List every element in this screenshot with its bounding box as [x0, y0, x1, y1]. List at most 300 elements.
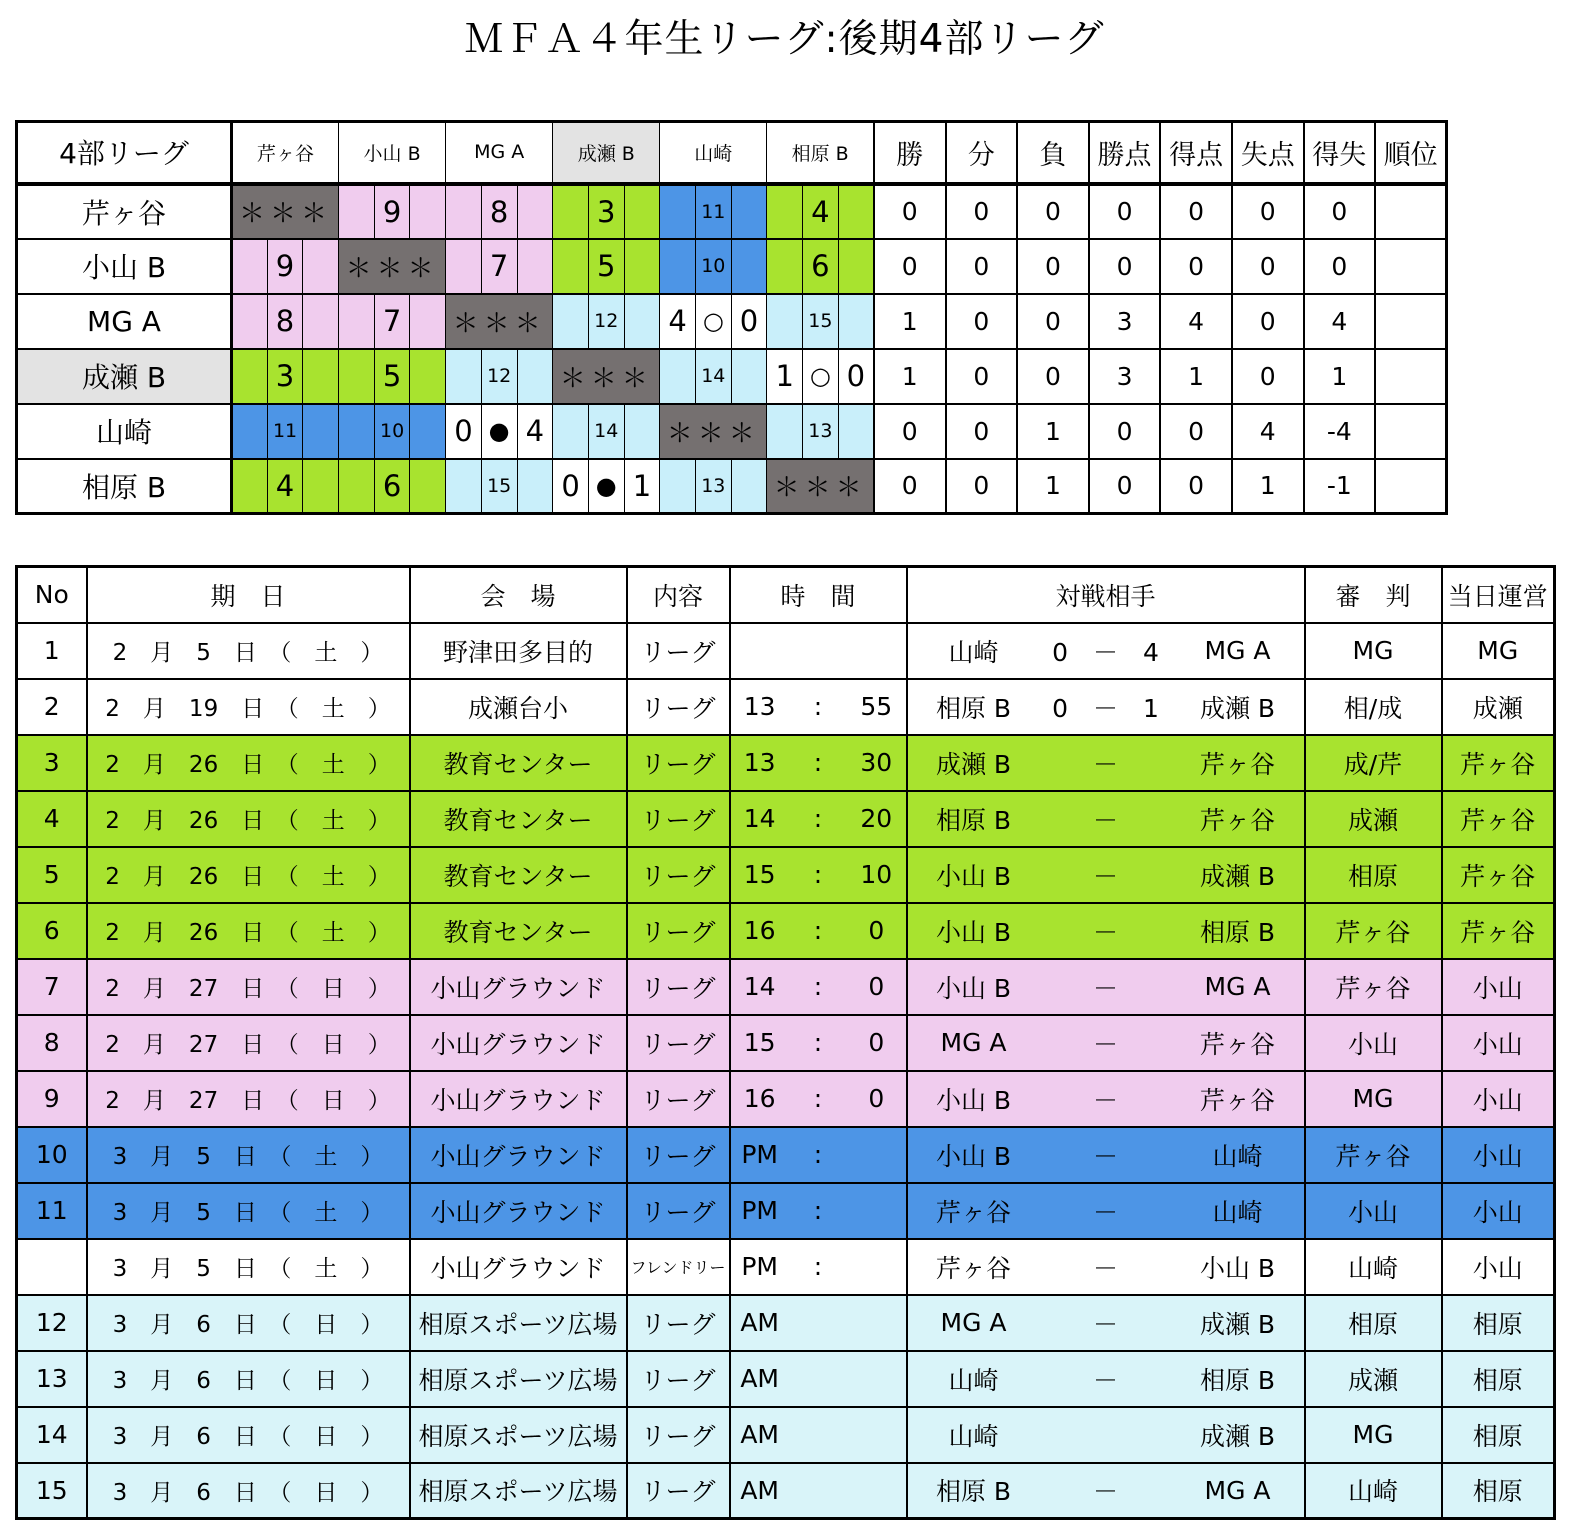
match-number: 6: [803, 239, 839, 294]
match-opponents: [907, 1183, 1305, 1239]
time-hour: AM: [740, 1420, 779, 1449]
match-number: 6: [374, 459, 410, 514]
time-minute: 20: [860, 804, 893, 833]
schedule-row: [17, 1015, 1555, 1071]
stat-draws: 0: [946, 404, 1018, 459]
match-type: リーグ: [627, 679, 730, 735]
col-header-mg-a: MG A: [446, 122, 553, 184]
match-day-ops: 芹ヶ谷: [1442, 847, 1555, 903]
match-time: [730, 1407, 907, 1463]
match-type: リーグ: [627, 1071, 730, 1127]
home-team: 小山 B: [935, 1085, 1012, 1115]
schedule-row: [17, 1407, 1555, 1463]
match-referee: 芹ヶ谷: [1305, 959, 1442, 1015]
match-referee: MG: [1305, 1407, 1442, 1463]
match-time: [730, 1463, 907, 1519]
home-team: 山崎: [948, 637, 999, 667]
match-time: [730, 735, 907, 791]
match-subcell: [660, 459, 696, 514]
match-referee: 山崎: [1305, 1463, 1442, 1519]
time-hour: 14: [743, 972, 776, 1001]
match-subcell: [232, 239, 268, 294]
stat-goals-for: 0: [1160, 459, 1232, 514]
time-minute: 0: [868, 916, 885, 945]
match-subcell: [731, 349, 767, 404]
stat-points: 0: [1089, 459, 1161, 514]
match-no: 5: [17, 847, 87, 903]
match-time: [730, 959, 907, 1015]
match-subcell: [731, 459, 767, 514]
match-subcell: [517, 459, 553, 514]
match-no: 15: [17, 1463, 87, 1519]
score-or-dash: 0 － 1: [1052, 693, 1159, 723]
match-type: フレンドリー: [627, 1239, 730, 1295]
match-date: 2 月 5 日 （ 土 ）: [87, 623, 410, 679]
match-referee: 成瀬: [1305, 791, 1442, 847]
match-time: [730, 847, 907, 903]
home-team: 芹ヶ谷: [935, 1253, 1011, 1283]
time-colon: :: [813, 804, 823, 833]
team-label: MG A: [17, 294, 232, 349]
match-subcell: [517, 349, 553, 404]
home-team: 小山 B: [935, 1141, 1012, 1171]
time-colon: :: [813, 748, 823, 777]
match-number: 7: [481, 239, 517, 294]
self-cell: ＊＊＊: [660, 404, 767, 459]
stat-losses: 0: [1017, 239, 1089, 294]
time-colon: :: [813, 1084, 823, 1113]
stat-goals-against: 0: [1232, 239, 1304, 294]
match-venue: 野津田多目的: [410, 623, 627, 679]
match-opponents: [907, 1015, 1305, 1071]
stat-goal-diff: -4: [1304, 404, 1376, 459]
team-label: 相原 B: [17, 459, 232, 514]
match-type: リーグ: [627, 1295, 730, 1351]
match-subcell: [232, 349, 268, 404]
team-label: 成瀬 B: [17, 349, 232, 404]
stat-goal-diff: 4: [1304, 294, 1376, 349]
league-standings-table: [15, 120, 1448, 515]
team-label: 小山 B: [17, 239, 232, 294]
score-or-dash: 0 － 4: [1052, 637, 1159, 667]
stat-rank: [1375, 184, 1447, 239]
col-header-oyama-b: 小山 B: [339, 122, 446, 184]
match-no: 2: [17, 679, 87, 735]
match-number: 15: [481, 459, 517, 514]
match-referee: 成瀬: [1305, 1351, 1442, 1407]
match-day-ops: 芹ヶ谷: [1442, 903, 1555, 959]
home-team: 相原 B: [935, 1477, 1012, 1507]
match-day-ops: 相原: [1442, 1295, 1555, 1351]
stat-header-draws: 分: [946, 122, 1018, 184]
match-subcell: [660, 184, 696, 239]
match-type: リーグ: [627, 1463, 730, 1519]
match-number: 4: [267, 459, 303, 514]
match-subcell: [446, 239, 482, 294]
match-day-ops: 相原: [1442, 1463, 1555, 1519]
score-or-dash: －: [1092, 1365, 1118, 1395]
match-subcell: [410, 349, 446, 404]
score-away: 4: [517, 404, 553, 459]
stat-points: 3: [1089, 294, 1161, 349]
match-opponents: [907, 623, 1305, 679]
stat-goal-diff: 0: [1304, 184, 1376, 239]
time-colon: :: [813, 972, 823, 1001]
match-date: 2 月 26 日 （ 土 ）: [87, 735, 410, 791]
loss-circle-icon: ●: [481, 404, 517, 459]
match-subcell: [624, 294, 660, 349]
time-colon: :: [813, 1252, 823, 1281]
home-team: 相原 B: [935, 693, 1012, 723]
stat-header-goal-diff: 得失: [1304, 122, 1376, 184]
match-referee: MG: [1305, 623, 1442, 679]
score-or-dash: －: [1092, 861, 1118, 891]
time-minute: 0: [868, 1028, 885, 1057]
match-venue: 教育センター: [410, 903, 627, 959]
away-team: 芹ヶ谷: [1199, 749, 1275, 779]
match-no: 12: [17, 1295, 87, 1351]
match-number: 14: [588, 404, 624, 459]
time-minute: 10: [860, 860, 893, 889]
match-no: 7: [17, 959, 87, 1015]
match-subcell: [339, 294, 375, 349]
match-number: 8: [267, 294, 303, 349]
away-team: 成瀬 B: [1199, 1421, 1276, 1451]
match-number: 4: [803, 184, 839, 239]
self-cell: ＊＊＊: [339, 239, 446, 294]
header-type: 内容: [627, 567, 730, 623]
match-venue: 教育センター: [410, 791, 627, 847]
stat-draws: 0: [946, 294, 1018, 349]
match-day-ops: 相原: [1442, 1407, 1555, 1463]
self-cell: ＊＊＊: [553, 349, 660, 404]
stat-losses: 1: [1017, 459, 1089, 514]
match-type: リーグ: [627, 735, 730, 791]
match-number: 3: [588, 184, 624, 239]
col-header-naruse-b: 成瀬 B: [553, 122, 660, 184]
match-day-ops: 成瀬: [1442, 679, 1555, 735]
score-or-dash: －: [1092, 1309, 1118, 1339]
league-row: [17, 239, 1447, 294]
match-number: 12: [481, 349, 517, 404]
match-time: [730, 791, 907, 847]
home-team: 小山 B: [935, 917, 1012, 947]
header-time: 時 間: [730, 567, 907, 623]
time-colon: :: [813, 1196, 823, 1225]
time-hour: PM: [741, 1140, 778, 1169]
stat-points: 0: [1089, 239, 1161, 294]
match-referee: 成/芹: [1305, 735, 1442, 791]
time-colon: :: [813, 916, 823, 945]
team-label: 山崎: [17, 404, 232, 459]
stat-wins: 0: [874, 239, 946, 294]
match-time: [730, 903, 907, 959]
stat-rank: [1375, 239, 1447, 294]
away-team: MG A: [1204, 636, 1271, 665]
match-subcell: [339, 404, 375, 459]
match-type: リーグ: [627, 791, 730, 847]
schedule-row: [17, 1071, 1555, 1127]
stat-draws: 0: [946, 239, 1018, 294]
stat-goals-against: 0: [1232, 184, 1304, 239]
match-date: 3 月 5 日 （ 土 ）: [87, 1127, 410, 1183]
stat-rank: [1375, 294, 1447, 349]
stat-goal-diff: -1: [1304, 459, 1376, 514]
score-or-dash: －: [1092, 973, 1118, 1003]
match-date: 2 月 26 日 （ 土 ）: [87, 903, 410, 959]
stat-header-losses: 負: [1017, 122, 1089, 184]
self-cell: ＊＊＊: [232, 184, 339, 239]
match-subcell: [232, 294, 268, 349]
match-type: リーグ: [627, 847, 730, 903]
match-number: 10: [695, 239, 731, 294]
match-subcell: [339, 459, 375, 514]
match-day-ops: 相原: [1442, 1351, 1555, 1407]
score-home: 0: [446, 404, 482, 459]
match-number: 12: [588, 294, 624, 349]
time-colon: :: [813, 860, 823, 889]
home-team: 相原 B: [935, 805, 1012, 835]
home-team: 成瀬 B: [935, 749, 1012, 779]
match-subcell: [624, 404, 660, 459]
match-subcell: [838, 294, 874, 349]
match-subcell: [767, 184, 803, 239]
match-referee: 相原: [1305, 847, 1442, 903]
match-venue: 相原スポーツ広場: [410, 1351, 627, 1407]
col-header-yamazaki: 山崎: [660, 122, 767, 184]
match-number: 10: [374, 404, 410, 459]
stat-wins: 0: [874, 459, 946, 514]
away-team: MG A: [1204, 1475, 1271, 1505]
header-date: 期 日: [87, 567, 410, 623]
away-team: 成瀬 B: [1199, 693, 1276, 723]
col-header-serigaya: 芹ヶ谷: [232, 122, 339, 184]
match-referee: 芹ヶ谷: [1305, 903, 1442, 959]
time-hour: 16: [743, 916, 776, 945]
match-subcell: [339, 349, 375, 404]
match-subcell: [553, 294, 589, 349]
match-day-ops: 小山: [1442, 1183, 1555, 1239]
stat-wins: 1: [874, 294, 946, 349]
match-opponents: [907, 903, 1305, 959]
league-header-row: [17, 122, 1447, 184]
match-subcell: [410, 404, 446, 459]
away-team: 芹ヶ谷: [1199, 1029, 1275, 1059]
match-referee: MG: [1305, 1071, 1442, 1127]
match-venue: 小山グラウンド: [410, 1183, 627, 1239]
score-home: 0: [553, 459, 589, 514]
page-title: ＭＦＡ４年生リーグ:後期4部リーグ: [464, 17, 1105, 62]
score-or-dash: －: [1092, 917, 1118, 947]
match-number: 11: [267, 404, 303, 459]
match-subcell: [232, 459, 268, 514]
home-team: MG A: [940, 1308, 1007, 1337]
match-date: 2 月 19 日 （ 土 ）: [87, 679, 410, 735]
match-type: リーグ: [627, 1127, 730, 1183]
match-venue: 小山グラウンド: [410, 959, 627, 1015]
stat-header-wins: 勝: [874, 122, 946, 184]
away-team: MG A: [1204, 972, 1271, 1001]
stat-wins: 0: [874, 404, 946, 459]
schedule-row: [17, 735, 1555, 791]
match-opponents: [907, 1407, 1305, 1463]
match-date: 2 月 27 日 （ 日 ）: [87, 1015, 410, 1071]
match-subcell: [303, 239, 339, 294]
match-opponents: [907, 1463, 1305, 1519]
stat-goals-against: 0: [1232, 349, 1304, 404]
match-time: [730, 1295, 907, 1351]
score-or-dash: －: [1092, 1253, 1118, 1283]
match-no: 1: [17, 623, 87, 679]
schedule-row: [17, 623, 1555, 679]
match-venue: 教育センター: [410, 847, 627, 903]
stat-goals-against: 0: [1232, 294, 1304, 349]
time-minute: 0: [868, 1084, 885, 1113]
match-venue: 成瀬台小: [410, 679, 627, 735]
stat-wins: 1: [874, 349, 946, 404]
stat-goals-for: 0: [1160, 404, 1232, 459]
match-subcell: [303, 404, 339, 459]
match-subcell: [660, 239, 696, 294]
match-subcell: [339, 184, 375, 239]
match-date: 3 月 6 日 （ 日 ）: [87, 1463, 410, 1519]
stat-goals-against: 4: [1232, 404, 1304, 459]
league-row: [17, 459, 1447, 514]
match-subcell: [731, 184, 767, 239]
schedule-row: [17, 1351, 1555, 1407]
match-subcell: [624, 239, 660, 294]
match-time: [730, 623, 907, 679]
self-cell: ＊＊＊: [446, 294, 553, 349]
schedule-row: [17, 1239, 1555, 1295]
match-number: 15: [803, 294, 839, 349]
score-home: 4: [660, 294, 696, 349]
match-day-ops: 小山: [1442, 1127, 1555, 1183]
stat-rank: [1375, 459, 1447, 514]
away-team: 山崎: [1212, 1197, 1263, 1227]
match-venue: 小山グラウンド: [410, 1239, 627, 1295]
time-minute: 55: [860, 692, 893, 721]
score-or-dash: －: [1092, 1141, 1118, 1171]
home-team: 山崎: [948, 1421, 999, 1451]
schedule-header-row: [17, 567, 1555, 623]
match-number: 11: [695, 184, 731, 239]
match-opponents: [907, 1071, 1305, 1127]
match-subcell: [410, 459, 446, 514]
stat-header-rank: 順位: [1375, 122, 1447, 184]
match-referee: 山崎: [1305, 1239, 1442, 1295]
match-date: 2 月 27 日 （ 日 ）: [87, 1071, 410, 1127]
score-away: 0: [838, 349, 874, 404]
schedule-row: [17, 847, 1555, 903]
match-subcell: [838, 184, 874, 239]
match-subcell: [446, 459, 482, 514]
away-team: 成瀬 B: [1199, 1309, 1276, 1339]
match-subcell: [232, 404, 268, 459]
match-subcell: [767, 404, 803, 459]
match-date: 3 月 5 日 （ 土 ）: [87, 1239, 410, 1295]
match-number: 7: [374, 294, 410, 349]
header-day-ops: 当日運営: [1442, 567, 1555, 623]
stat-rank: [1375, 349, 1447, 404]
match-day-ops: 小山: [1442, 1239, 1555, 1295]
match-no: 8: [17, 1015, 87, 1071]
match-date: 2 月 26 日 （ 土 ）: [87, 791, 410, 847]
match-referee: 小山: [1305, 1183, 1442, 1239]
stat-losses: 0: [1017, 349, 1089, 404]
header-no: No: [17, 567, 87, 623]
score-home: 1: [767, 349, 803, 404]
stat-draws: 0: [946, 184, 1018, 239]
match-number: 13: [695, 459, 731, 514]
match-number: 3: [267, 349, 303, 404]
match-time: [730, 1015, 907, 1071]
stat-header-goals-for: 得点: [1160, 122, 1232, 184]
away-team: 芹ヶ谷: [1199, 805, 1275, 835]
schedule-row: [17, 679, 1555, 735]
away-team: 山崎: [1212, 1141, 1263, 1171]
stat-losses: 1: [1017, 404, 1089, 459]
stat-header-points: 勝点: [1089, 122, 1161, 184]
match-venue: 相原スポーツ広場: [410, 1295, 627, 1351]
score-or-dash: －: [1092, 749, 1118, 779]
schedule-row: [17, 1295, 1555, 1351]
match-time: [730, 679, 907, 735]
schedule-row: [17, 903, 1555, 959]
stat-header-goals-against: 失点: [1232, 122, 1304, 184]
match-subcell: [410, 294, 446, 349]
away-team: 小山 B: [1199, 1253, 1276, 1283]
home-team: 芹ヶ谷: [935, 1197, 1011, 1227]
stat-points: 0: [1089, 184, 1161, 239]
match-number: 5: [588, 239, 624, 294]
league-row: [17, 404, 1447, 459]
match-subcell: [446, 349, 482, 404]
match-venue: 相原スポーツ広場: [410, 1407, 627, 1463]
match-venue: 相原スポーツ広場: [410, 1463, 627, 1519]
home-team: MG A: [940, 1028, 1007, 1057]
match-no: 9: [17, 1071, 87, 1127]
schedule-table: [15, 565, 1556, 1520]
away-team: 相原 B: [1199, 917, 1276, 947]
match-day-ops: MG: [1442, 623, 1555, 679]
stat-goals-for: 0: [1160, 239, 1232, 294]
match-subcell: [767, 294, 803, 349]
match-subcell: [517, 184, 553, 239]
match-subcell: [553, 184, 589, 239]
league-row: [17, 184, 1447, 239]
time-hour: 15: [743, 1028, 776, 1057]
match-type: リーグ: [627, 1015, 730, 1071]
match-type: リーグ: [627, 1351, 730, 1407]
schedule-row: [17, 959, 1555, 1015]
stat-wins: 0: [874, 184, 946, 239]
schedule-row: [17, 1183, 1555, 1239]
match-no: 14: [17, 1407, 87, 1463]
time-hour: 13: [743, 692, 776, 721]
stat-goals-for: 4: [1160, 294, 1232, 349]
match-number: 13: [803, 404, 839, 459]
league-row: [17, 294, 1447, 349]
score-or-dash: －: [1092, 1197, 1118, 1227]
match-time: [730, 1127, 907, 1183]
time-hour: AM: [740, 1364, 779, 1393]
stat-goal-diff: 0: [1304, 239, 1376, 294]
match-no: [17, 1239, 87, 1295]
match-opponents: [907, 735, 1305, 791]
col-header-aihara-b: 相原 B: [767, 122, 874, 184]
stat-losses: 0: [1017, 184, 1089, 239]
